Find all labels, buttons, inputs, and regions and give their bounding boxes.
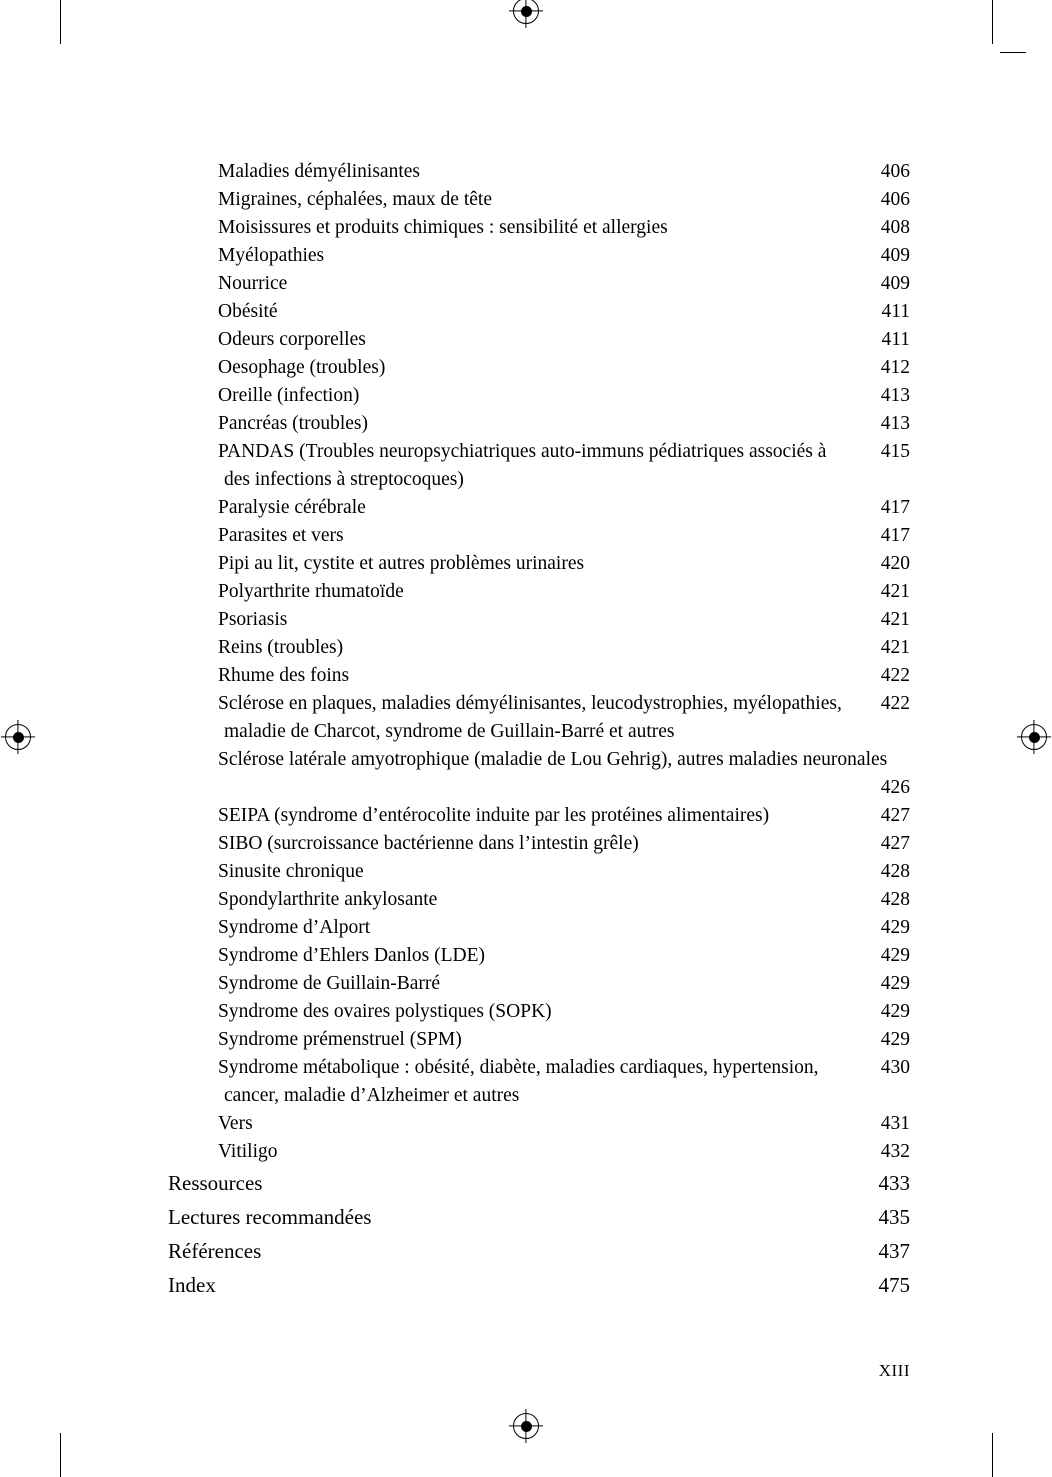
toc-entry-title: Sclérose en plaques, maladies démyélinisantes, leucodystrophies, myélopathies, maladie de Charcot, syndrome de Guillain-Barré et autres [218,693,842,742]
toc-entry[interactable] [168,1026,910,1054]
toc-entry[interactable] [168,634,910,662]
toc-entry-page-number: 431 [880,1113,910,1134]
toc-entry-title: Obésité [218,301,278,322]
toc-entry[interactable] [168,1268,910,1302]
toc-entry-page-number: 421 [880,637,910,658]
toc-entry-page-number: 417 [880,525,910,546]
toc-entry-title: Syndrome prémenstruel (SPM) [218,1029,462,1050]
toc-entry-page-number: 429 [880,1001,910,1022]
toc-entry[interactable] [168,662,910,690]
toc-entry-title: Spondylarthrite ankylosante [218,889,438,910]
registration-mark-left [5,724,31,750]
toc-entry-title: Vers [218,1113,253,1134]
toc-entry-page-number: 413 [880,413,910,434]
toc-entry-title: Sinusite chronique [218,861,364,882]
crop-mark-bottom-left [60,1433,61,1477]
toc-entry-title: PANDAS (Troubles neuropsychiatriques auto-immuns pédiatriques associés à des infections à streptocoques) [218,441,827,490]
toc-entry[interactable] [168,354,910,382]
toc-entry-page-number: 437 [878,1239,910,1263]
toc-entry-title: SIBO (surcroissance bactérienne dans l’intestin grêle) [218,833,639,854]
toc-entry-page-number: 421 [880,581,910,602]
toc-entry-title: Syndrome des ovaires polystiques (SOPK) [218,1001,552,1022]
toc-entry-title: SEIPA (syndrome d’entérocolite induite par les protéines alimentaires) [218,805,770,826]
registration-mark-right [1021,724,1047,750]
toc-entry-page-number: 427 [880,805,910,826]
toc-entry[interactable] [168,1138,910,1166]
toc-entry[interactable] [168,1110,910,1138]
toc-entry[interactable] [168,858,910,886]
toc-entry-page-number: 475 [878,1273,910,1297]
crop-mark-top-left [60,0,61,44]
toc-entry[interactable] [168,158,910,186]
toc-entry-title: Syndrome de Guillain-Barré [218,973,441,994]
toc-entry-title: Ressources [168,1171,263,1195]
toc-entry-title: Nourrice [218,273,288,294]
toc-entry-page-number: 429 [880,917,910,938]
registration-mark-top [513,0,539,24]
toc-entry[interactable] [168,214,910,242]
toc-entry[interactable] [168,1054,910,1110]
toc-entry-page-number: 411 [881,329,910,350]
toc-entry-title: Syndrome métabolique : obésité, diabète, maladies cardiaques, hypertension, cancer, maladie d’Alzheimer et autres [218,1057,819,1106]
toc-entry-page-number: 428 [880,889,910,910]
toc-entry-title: Rhume des foins [218,665,350,686]
toc-entry-page-number: 417 [880,497,910,518]
toc-entry-page-number: 432 [880,1141,910,1162]
toc-entry-title: Pancréas (troubles) [218,413,368,434]
toc-entry-page-number: 422 [880,665,910,686]
toc-entry-title: Index [168,1273,216,1297]
toc-entry-title: Myélopathies [218,245,325,266]
toc-entry[interactable] [168,998,910,1026]
toc-entry[interactable] [168,522,910,550]
toc-entry-title: Sclérose latérale amyotrophique (maladie de Lou Gehrig), autres maladies neuronales [218,749,888,770]
toc-entry-page-number: 421 [880,609,910,630]
toc-entry-page-number: 408 [880,217,910,238]
toc-entry[interactable] [168,382,910,410]
toc-entry-title: Syndrome d’Ehlers Danlos (LDE) [218,945,485,966]
toc-entry-title: Oesophage (troubles) [218,357,386,378]
toc-entry[interactable] [168,578,910,606]
toc-entry[interactable] [168,438,910,494]
toc-entry-page-number: 415 [880,441,910,462]
crop-mark-top-right [992,0,993,44]
toc-entry-page-number: 435 [878,1205,910,1229]
toc-entry-title: Reins (troubles) [218,637,344,658]
toc-entry-page-number: 429 [880,1029,910,1050]
toc-entry[interactable] [168,970,910,998]
toc-entry[interactable] [168,914,910,942]
toc-entry[interactable] [168,606,910,634]
toc-entry-list [168,158,910,1302]
toc-entry-page-number: 429 [880,973,910,994]
toc-entry-page-number: 428 [880,861,910,882]
toc-entry-page-number: 429 [880,945,910,966]
crop-mark-bottom-right [992,1433,993,1477]
toc-entry[interactable] [168,802,910,830]
toc-entry-page-number: 411 [881,301,910,322]
toc-entry[interactable] [168,550,910,578]
page-folio: XIII [878,1361,910,1380]
toc-entry-title: Moisissures et produits chimiques : sensibilité et allergies [218,217,668,238]
toc-entry[interactable] [168,270,910,298]
toc-entry-page-number: 413 [880,385,910,406]
toc-entry-page-number: 426 [880,777,910,798]
crop-mark-top-right-horizontal [1000,52,1026,53]
toc-entry-page-number: 412 [880,357,910,378]
toc-entry[interactable] [168,298,910,326]
toc-entry[interactable] [168,942,910,970]
toc-entry-title: Lectures recommandées [168,1205,372,1229]
toc-entry-page-number: 420 [880,553,910,574]
toc-entry-title: Parasites et vers [218,525,344,546]
toc-entry[interactable] [168,690,910,746]
toc-entry[interactable] [168,1200,910,1234]
toc-entry-title: Odeurs corporelles [218,329,366,350]
toc-entry-title: Syndrome d’Alport [218,917,371,938]
toc-entry-title: Paralysie cérébrale [218,497,366,518]
toc-entry[interactable] [168,886,910,914]
toc-entry-title: Vitiligo [218,1141,278,1162]
toc-entry-title: Migraines, céphalées, maux de tête [218,189,492,210]
toc-entry[interactable] [168,186,910,214]
table-of-contents [168,158,910,1380]
toc-entry[interactable] [168,326,910,354]
toc-entry[interactable] [168,242,910,270]
toc-entry[interactable] [168,830,910,858]
toc-entry-title: Psoriasis [218,609,288,630]
toc-entry-title: Polyarthrite rhumatoïde [218,581,404,602]
toc-entry[interactable] [168,1166,910,1200]
toc-entry-title: Maladies démyélinisantes [218,161,420,182]
registration-mark-bottom [513,1413,539,1439]
toc-entry-page-number: 430 [880,1057,910,1078]
toc-entry-title: Oreille (infection) [218,385,360,406]
toc-entry-page-number: 406 [880,161,910,182]
toc-entry[interactable] [168,746,910,802]
toc-entry-title: Pipi au lit, cystite et autres problèmes urinaires [218,553,585,574]
toc-entry-title: Références [168,1239,262,1263]
toc-entry-page-number: 409 [880,273,910,294]
toc-entry[interactable] [168,1234,910,1268]
toc-entry-page-number: 427 [880,833,910,854]
toc-entry[interactable] [168,494,910,522]
toc-entry-page-number: 433 [878,1171,910,1195]
toc-entry-page-number: 422 [880,693,910,714]
toc-entry-page-number: 409 [880,245,910,266]
toc-entry[interactable] [168,410,910,438]
toc-entry-page-number: 406 [880,189,910,210]
